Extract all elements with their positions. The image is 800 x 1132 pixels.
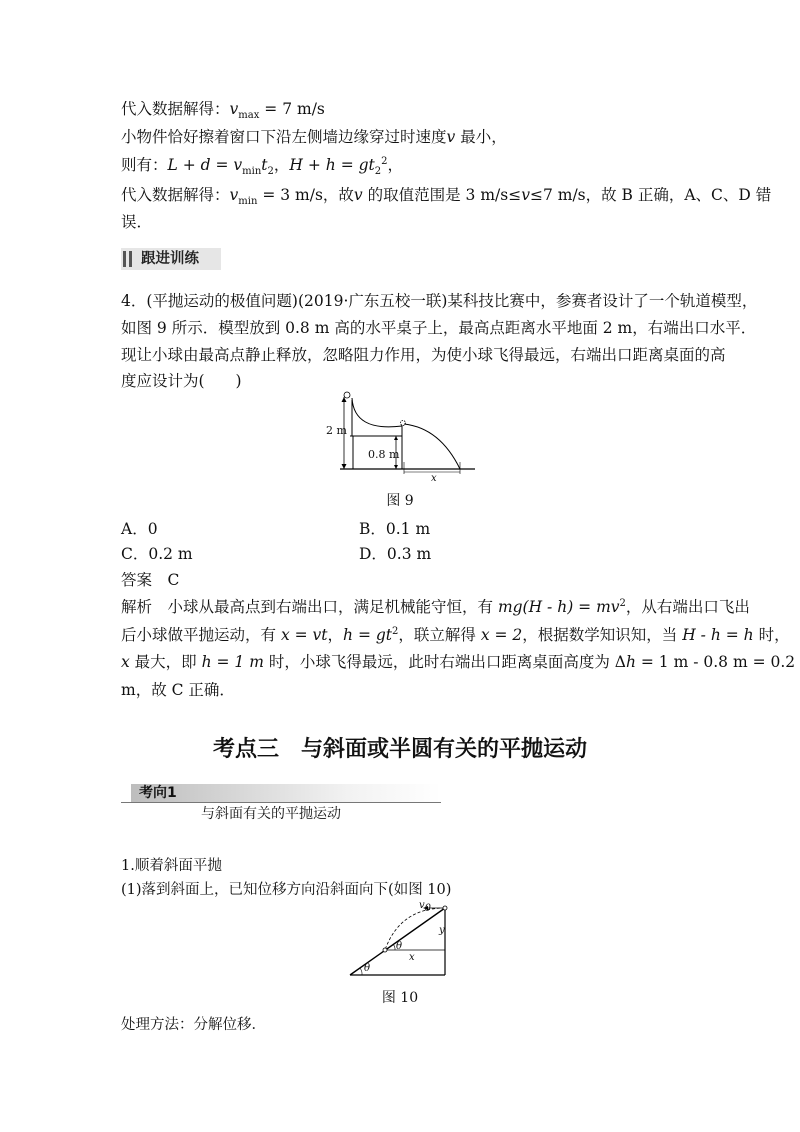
section-title: 考点三 与斜面或半圆有关的平抛运动 <box>212 737 587 762</box>
solution-line-2 <box>121 127 507 147</box>
q4-line-3: 现让小球由最高点静止释放，忽略阻力作用，为使小球飞得最远，右端出口距离桌面的高 <box>121 346 726 364</box>
solution-line-1 <box>121 99 325 122</box>
practice-header-label: 跟进训练 <box>141 251 199 267</box>
text: 时，小球飞得最远，此时右端出口距离桌面高度为 Δ <box>263 653 626 671</box>
text: 最大，即 <box>129 653 202 671</box>
var: h <box>625 653 636 671</box>
text: = 3 m/s，故 <box>257 186 354 204</box>
method-line: 处理方法：分解位移． <box>121 1017 266 1033</box>
angle-arc-2 <box>360 968 362 975</box>
solution-line-4 <box>121 185 772 208</box>
practice-header <box>121 248 221 270</box>
label-2m: 2 m <box>326 424 347 437</box>
kaoxiang-rule <box>121 802 441 803</box>
arrow-head <box>394 436 398 440</box>
text: = 1 m - 0.8 m = 0.2 <box>635 653 796 671</box>
ball-start <box>344 392 350 398</box>
option-c: C．0.2 m <box>121 545 193 563</box>
text: 时， <box>753 626 790 644</box>
label-v0 <box>419 900 431 912</box>
superscript: 2 <box>619 597 626 609</box>
q4-line-4: 度应设计为( ) <box>121 372 242 390</box>
trajectory-curve <box>404 424 460 469</box>
equation: x = vt <box>280 626 328 644</box>
q4-line-2: 如图 9 所示．模型放到 0.8 m 高的水平桌子上，最高点距离水平地面 2 m，右端出口水平． <box>121 319 757 337</box>
slope-item-1a: (1)落到斜面上，已知位移方向沿斜面向下(如图 10) <box>121 882 452 898</box>
figure-10-slope-diagram <box>345 898 455 978</box>
analysis-line-1 <box>121 597 750 617</box>
figure-10-caption: 图 10 <box>381 990 419 1006</box>
superscript: 2 <box>381 155 388 167</box>
ball-exit <box>401 421 406 426</box>
slope-item-1: 1.顺着斜面平抛 <box>121 858 222 874</box>
analysis-line-4: m，故 C 正确． <box>121 681 235 699</box>
equation: H - h = h <box>682 626 754 644</box>
solution-line-5: 误． <box>121 213 153 231</box>
option-b: B．0.1 m <box>359 520 431 538</box>
arrow-head <box>342 464 347 469</box>
text: ，联立解得 <box>398 626 481 644</box>
kaoxiang-gradient <box>131 784 441 802</box>
var: v <box>353 186 363 204</box>
analysis-line-2 <box>121 625 790 645</box>
kaoxiang-label: 考向1 <box>139 785 177 801</box>
option-d: D．0.3 m <box>359 545 432 563</box>
solution-line-3 <box>121 155 404 178</box>
kaoxiang-header <box>121 784 441 824</box>
subscript: min <box>242 166 262 178</box>
var: v <box>229 186 239 204</box>
text: 解析 小球从最高点到右端出口，满足机械能守恒，有 <box>121 598 498 616</box>
text: ， <box>327 626 344 644</box>
arrow-head <box>394 465 398 469</box>
text: 小物件恰好擦着窗口下沿左侧墙边缘穿过时速度 <box>121 128 447 146</box>
label-theta-2: θ <box>364 963 371 974</box>
equation: H + h = gt <box>289 156 375 174</box>
track-curve <box>352 398 402 427</box>
text: ， <box>273 156 290 174</box>
label-theta-1: θ <box>396 941 403 952</box>
figure-9-caption: 图 9 <box>386 493 414 509</box>
var: v <box>446 128 456 146</box>
subscript: max <box>238 110 260 122</box>
equation: mg(H - h) = mv <box>497 598 620 616</box>
superscript: 2 <box>392 625 399 637</box>
subscript: 2 <box>374 166 382 178</box>
text: 的取值范围是 3 m/s≤ <box>362 186 522 204</box>
label-x: x <box>409 952 415 963</box>
text: 后小球做平抛运动，有 <box>121 626 281 644</box>
option-a: A．0 <box>121 520 158 538</box>
subscript: 0 <box>424 903 432 914</box>
equation: h = gt <box>343 626 393 644</box>
figure-9-track-diagram <box>310 390 490 490</box>
equation: L + d = v <box>167 156 243 174</box>
header-bars-icon <box>123 251 133 267</box>
text: 最小， <box>455 128 507 146</box>
text: 则有： <box>121 156 168 174</box>
label-y: y <box>439 925 445 936</box>
label-0-8m: 0.8 m <box>368 448 400 461</box>
ball-start <box>443 906 447 910</box>
text: ，从右端出口飞出 <box>625 598 750 616</box>
answer: 答案 C <box>121 571 180 589</box>
analysis-line-3 <box>121 652 795 672</box>
equation: h = 1 m <box>201 653 264 671</box>
ball-land <box>383 948 387 952</box>
var: v <box>521 186 530 204</box>
var: v <box>229 100 239 118</box>
var: t <box>261 156 268 174</box>
text: ，根据数学知识知，当 <box>522 626 683 644</box>
var: x <box>121 653 130 671</box>
subscript: min <box>238 196 258 208</box>
var: v <box>419 900 425 911</box>
text: = 7 m/s <box>259 100 325 118</box>
kaoxiang-subtitle: 与斜面有关的平抛运动 <box>201 806 341 822</box>
q4-line-1: 4．(平抛运动的极值问题)(2019·广东五校一联)某科技比赛中，参赛者设计了一个轨道模型， <box>121 292 758 310</box>
text: ≤7 m/s，故 B 正确，A、C、D 错 <box>529 186 772 204</box>
text: ， <box>387 156 404 174</box>
equation: x = 2 <box>480 626 523 644</box>
text: 代入数据解得： <box>121 186 230 204</box>
text: 代入数据解得： <box>121 100 230 118</box>
subscript: 2 <box>267 166 274 178</box>
label-x: x <box>431 473 437 484</box>
